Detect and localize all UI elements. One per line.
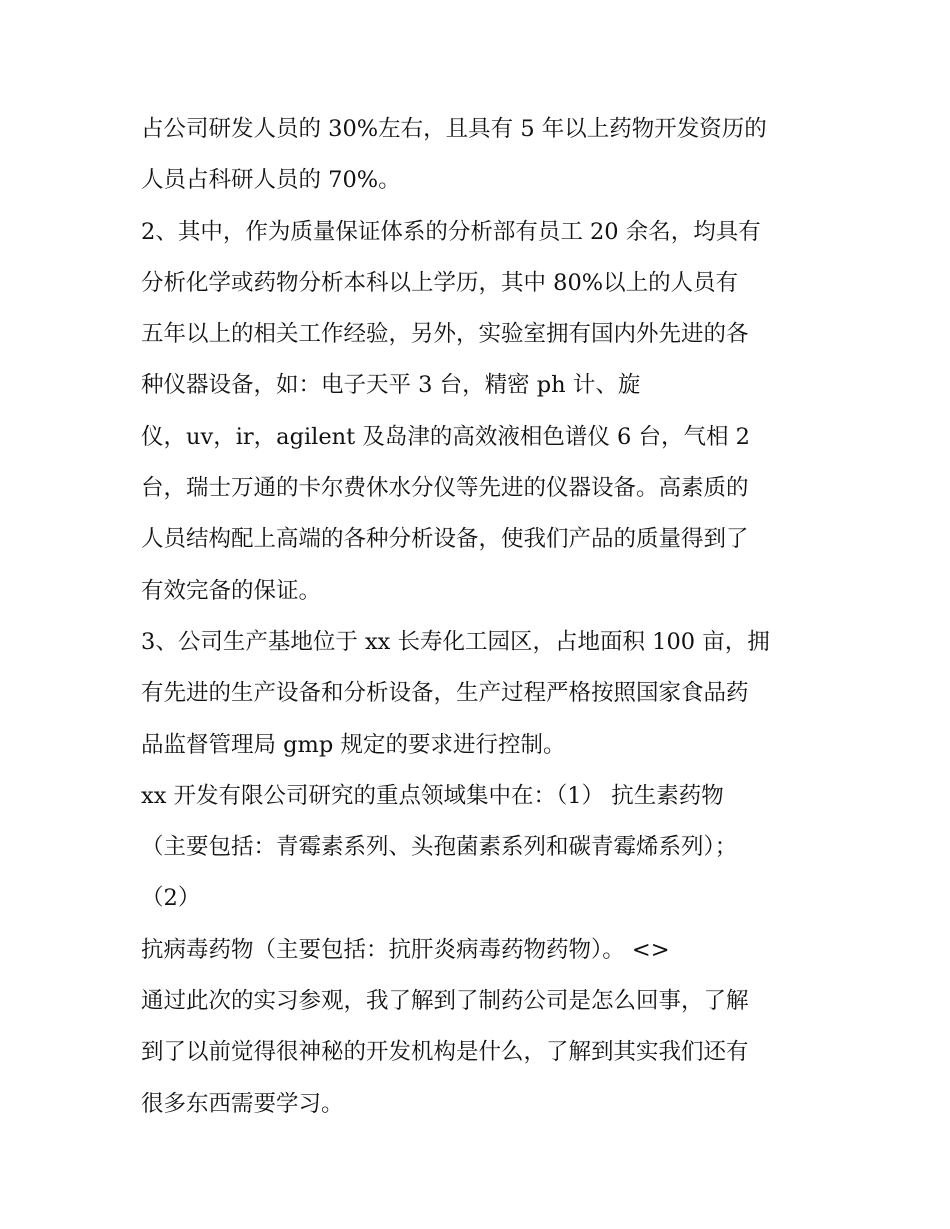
text-line: 品监督管理局 gmp 规定的要求进行控制。: [141, 731, 566, 758]
text-line: 五年以上的相关工作经验，另外，实验室拥有国内外先进的各: [141, 321, 749, 348]
text-line: 台，瑞士万通的卡尔费休水分仪等先进的仪器设备。高素质的: [141, 475, 749, 502]
text-line: 有效完备的保证。: [141, 577, 322, 604]
text-line: 抗病毒药物（主要包括：抗肝炎病毒药物药物）。 <>: [141, 936, 670, 963]
text-line: xx 开发有限公司研究的重点领域集中在：（1） 抗生素药物: [141, 782, 724, 809]
document-body: [141, 104, 831, 1130]
text-line: 仪，uv，ir，agilent 及岛津的高效液相色谱仪 6 台，气相 2: [141, 423, 750, 450]
text-line: 占公司研发人员的 30%左右，且具有 5 年以上药物开发资历的: [141, 116, 767, 142]
text-line: （2）: [141, 885, 201, 912]
text-line: 通过此次的实习参观，我了解到了制药公司是怎么回事，了解: [141, 988, 749, 1015]
text-line: 有先进的生产设备和分析设备，生产过程严格按照国家食品药: [141, 680, 749, 707]
text-line: 人员占科研人员的 70%。: [141, 167, 401, 194]
text-line: 到了以前觉得很神秘的开发机构是什么，了解到其实我们还有: [141, 1039, 749, 1066]
text-line: 3、公司生产基地位于 xx 长寿化工园区，占地面积 100 亩，拥: [141, 628, 770, 655]
text-line: 很多东西需要学习。: [141, 1090, 344, 1117]
text-line: 种仪器设备，如：电子天平 3 台，精密 ph 计、旋: [141, 372, 641, 399]
text-line: （主要包括：青霉素系列、头孢菌素系列和碳青霉烯系列）；: [141, 834, 738, 861]
text-line: 2、其中，作为质量保证体系的分析部有员工 20 余名，均具有: [141, 218, 761, 245]
text-line: 人员结构配上高端的各种分析设备，使我们产品的质量得到了: [141, 526, 749, 553]
text-line: 分析化学或药物分析本科以上学历，其中 80%以上的人员有: [141, 269, 739, 296]
